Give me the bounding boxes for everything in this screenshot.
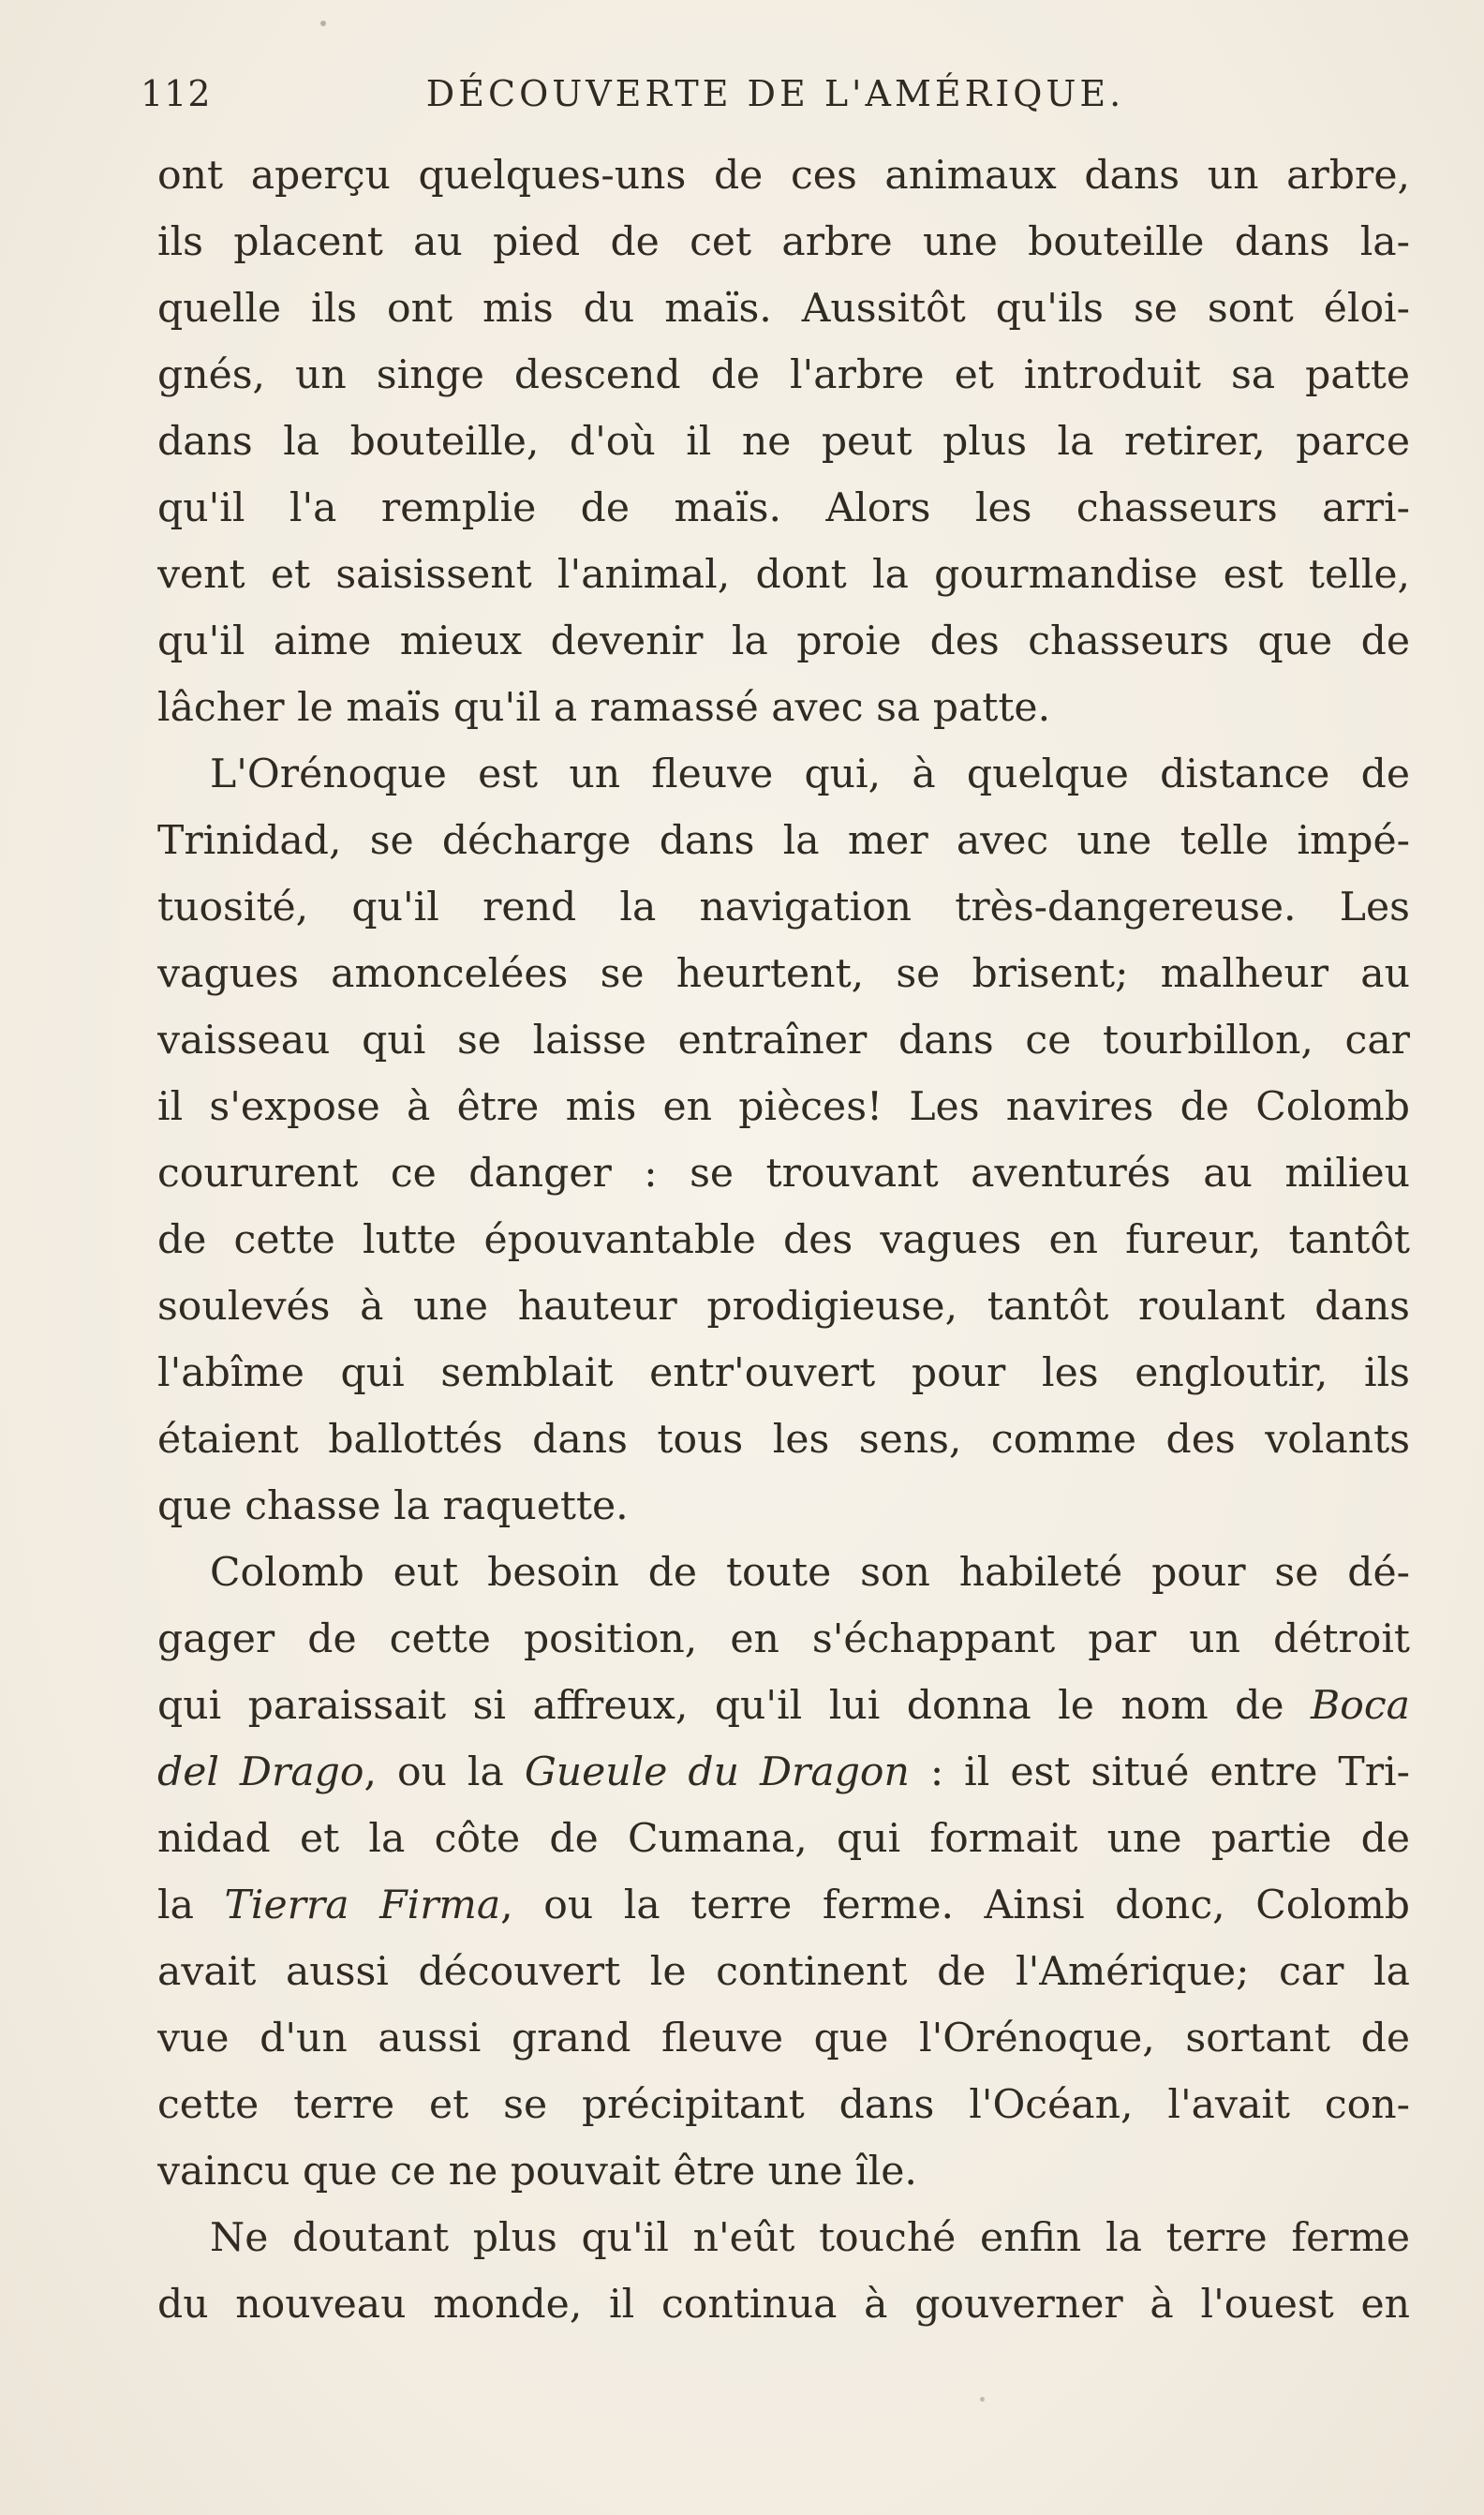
page-header [141,73,1410,129]
body-text [157,142,1410,2338]
text-line: tuosité, qu'il rend la navigation très-dangereuse. Les [157,885,1410,930]
text-line [157,1739,1410,1806]
text-line: l'abîme qui semblait entr'ouvert pour les engloutir, ils [157,1350,1410,1396]
text-line: qu'il aime mieux devenir la proie des chasseurs que de [157,618,1410,664]
text-line: vaisseau qui se laisse entraîner dans ce tourbillon, car [157,1018,1410,1064]
text-line: dans la bouteille, d'où il ne peut plus la retirer, parce [157,419,1410,465]
text-line: vent et saisissent l'animal, dont la gourmandise est telle, [157,552,1410,598]
text-segment: qui paraissait si affreux, qu'il lui donna le nom de [157,1683,1312,1729]
text-line: coururent ce danger : se trouvant aventurés au milieu [157,1151,1410,1197]
text-line [157,1673,1410,1739]
text-segment: : il est situé entre Tri- [909,1749,1410,1795]
italic-term: Tierra Firma [224,1883,501,1928]
paragraph-start-line: Ne doutant plus qu'il n'eût touché enfin la terre ferme [210,2215,1410,2261]
text-line: qu'il l'a remplie de maïs. Alors les chasseurs arri- [157,485,1410,531]
text-line: vaincu que ce ne pouvait être une île. [157,2149,917,2195]
italic-term: Gueule du Dragon [524,1749,910,1795]
text-line: ont aperçu quelques-uns de ces animaux dans un arbre, [157,153,1410,199]
text-segment: , ou la terre ferme. Ainsi donc, Colomb [500,1883,1410,1928]
paper-speck [320,21,326,26]
text-line: de cette lutte épouvantable des vagues en fureur, tantôt [157,1217,1410,1263]
text-line: gnés, un singe descend de l'arbre et introduit sa patte [157,352,1410,398]
text-line: du nouveau monde, il continua à gouverner à l'ouest en [157,2282,1410,2328]
running-title: DÉCOUVERTE DE L'AMÉRIQUE. [425,73,1125,114]
text-line [157,1872,1410,1939]
paper-speck [980,2397,985,2402]
text-line: soulevés à une hauteur prodigieuse, tantôt roulant dans [157,1284,1410,1330]
text-line: vagues amoncelées se heurtent, se brisent; malheur au [157,951,1410,997]
text-line: que chasse la raquette. [157,1483,629,1529]
text-line: ils placent au pied de cet arbre une bouteille dans la- [157,219,1410,265]
italic-term: Boca [1311,1683,1410,1729]
text-line: cette terre et se précipitant dans l'Océan, l'avait con- [157,2082,1410,2128]
text-line: Trinidad, se décharge dans la mer avec une telle impé- [157,818,1410,864]
text-line: il s'expose à être mis en pièces! Les navires de Colomb [157,1084,1410,1130]
text-segment: , ou la [364,1749,525,1795]
italic-term: del Drago [157,1749,364,1795]
text-line: quelle ils ont mis du maïs. Aussitôt qu'ils se sont éloi- [157,286,1410,332]
paragraph-start-line: Colomb eut besoin de toute son habileté pour se dé- [210,1550,1410,1596]
text-line: lâcher le maïs qu'il a ramassé avec sa patte. [157,685,1051,731]
text-line: étaient ballottés dans tous les sens, comme des volants [157,1417,1410,1463]
text-line: avait aussi découvert le continent de l'Amérique; car la [157,1949,1410,1995]
page-number: 112 [141,73,212,114]
text-line: nidad et la côte de Cumana, qui formait une partie de [157,1816,1410,1862]
text-segment: la [157,1883,225,1928]
paragraph-start-line: L'Orénoque est un fleuve qui, à quelque distance de [210,752,1410,797]
text-line: vue d'un aussi grand fleuve que l'Orénoque, sortant de [157,2016,1410,2061]
text-line: gager de cette position, en s'échappant par un détroit [157,1616,1410,1662]
